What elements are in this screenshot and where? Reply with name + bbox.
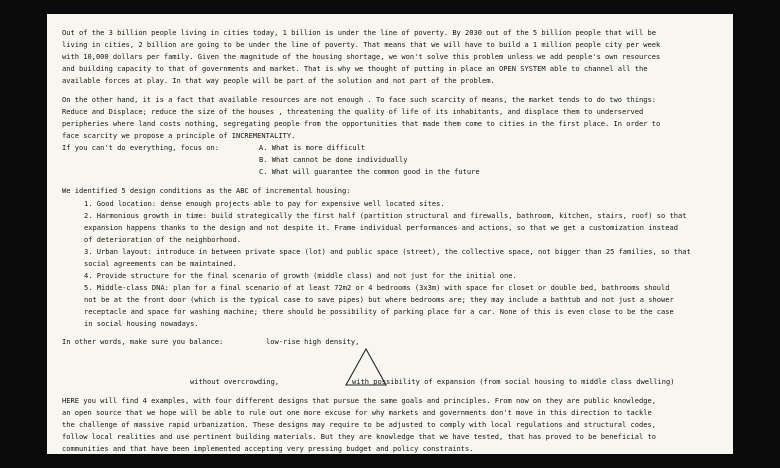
condition-line: 2. Harmonious growth in time: build strategically the first half (partition structural and firewalls, bathroom, kitchen, stairs, roof) so that	[84, 211, 687, 220]
intro-line: with 10,000 dollars per family. Given the magnitude of the housing shortage, we won't solve this problem unless we add people's own resources	[62, 52, 661, 61]
scarcity-line: Reduce and Displace; reduce the size of the houses , threatening the quality of life of its inhabitants, and displace them to underserved	[62, 107, 644, 116]
condition-line: 3. Urban layout: introduce in between private space (lot) and public space (street), the collective space, not bigger than 25 families, so that	[84, 247, 691, 256]
condition-line: social agreements can be maintained.	[84, 259, 237, 268]
closing-line: an open source that we hope will be able to rule out one more excuse for why markets and governments don't move in this direction to tackle	[62, 408, 652, 417]
closing-line: communities and that have been implemented accepting very pressing budget and policy constraints.	[62, 444, 474, 453]
focus-label: If you can't do everything, focus on:	[62, 143, 219, 152]
focus-item: A. What is more difficult	[259, 143, 366, 152]
condition-line: of deterioration of the neighborhood.	[84, 235, 241, 244]
condition-line: 5. Middle-class DNA: plan for a final scenario of at least 72m2 or 4 bedrooms (3x3m) with space for closet or double bed, bathrooms should	[84, 283, 670, 292]
intro-line: Out of the 3 billion people living in cities today, 1 billion is under the line of poverty. By 2030 out of the 5 billion people that will be	[62, 28, 656, 37]
balance-top-label: low-rise high density,	[266, 337, 360, 346]
intro-line: living in cities, 2 billion are going to be under the line of poverty. That means that we will have to build a 1 million people city per week	[62, 40, 661, 49]
intro-line: available forces at play. In that way people will be part of the solution and not part of the problem.	[62, 76, 495, 85]
condition-line: not be at the front door (which is the typical case to save pipes) but where bedrooms are; they may include a bathtub and not just a shower	[84, 295, 674, 304]
closing-line: follow local realities and use pertinent building materials. But they are knowledge that we have tested, that has proved to be beneficial to	[62, 432, 656, 441]
scarcity-line: face scarcity we propose a principle of INCREMENTALITY.	[62, 131, 296, 140]
document-page	[47, 14, 733, 454]
condition-line: 1. Good location: dense enough projects able to pay for expensive well located sites.	[84, 199, 445, 208]
closing-line: the challenge of massive rapid urbanization. These designs may require to be adjusted to comply with local regulations and structural codes,	[62, 420, 656, 429]
intro-line: and building capacity to that of governments and market. That is why we thought of putting in place an OPEN SYSTEM able to channel all the	[62, 64, 648, 73]
balance-right-label: with possibility of expansion (from social housing to middle class dwelling)	[352, 377, 675, 386]
conditions-heading: We identified 5 design conditions as the ABC of incremental housing:	[62, 186, 351, 195]
condition-line: receptacle and space for washing machine; there should be possibility of parking place for a car. None of this is even close to be the case	[84, 307, 674, 316]
scarcity-line: peripheries where land costs nothing, segregating people from the opportunities that made them come to cities in the first place. In order to	[62, 119, 661, 128]
focus-item: C. What will guarantee the common good in the future	[259, 167, 480, 176]
closing-line: HERE you will find 4 examples, with four different designs that pursue the same goals and principles. From now on they are public knowledge,	[62, 396, 656, 405]
condition-line: expansion happens thanks to the design and not despite it. Frame individual performances and actions, so that we get a customization instead	[84, 223, 678, 232]
balance-left-label: without overcrowding,	[190, 377, 280, 386]
condition-line: in social housing nowadays.	[84, 319, 199, 328]
focus-item: B. What cannot be done individually	[259, 155, 408, 164]
balance-intro: In other words, make sure you balance:	[62, 337, 224, 346]
condition-line: 4. Provide structure for the final scenario of growth (middle class) and not just for the initial one.	[84, 271, 517, 280]
scarcity-line: On the other hand, it is a fact that available resources are not enough . To face such scarcity of means, the market tends to do two things:	[62, 95, 656, 104]
